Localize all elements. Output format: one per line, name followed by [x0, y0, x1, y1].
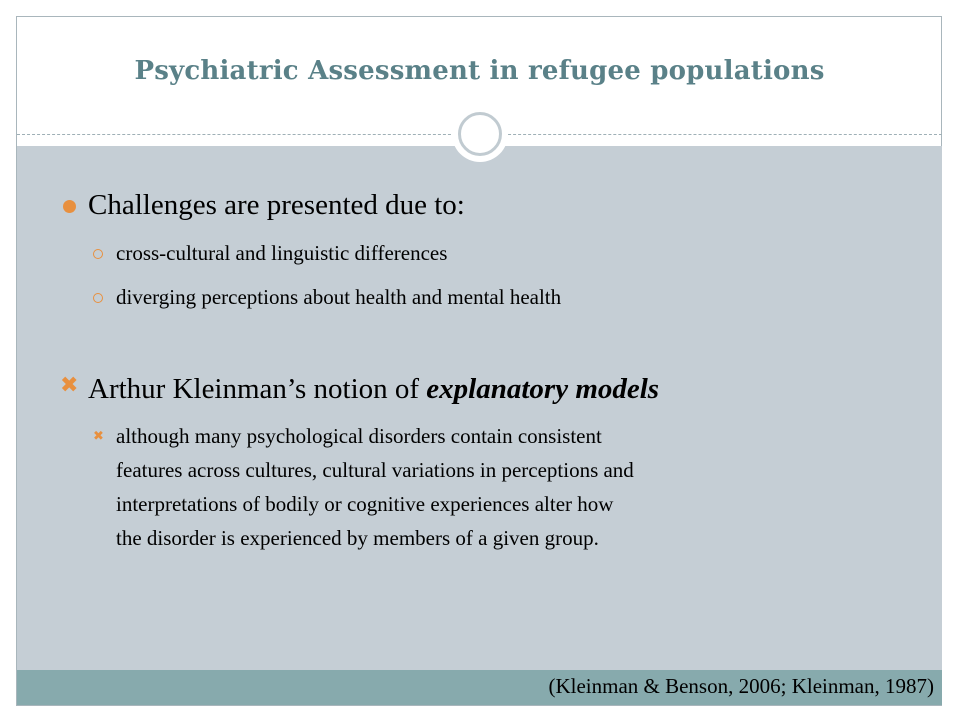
bullet-kleinman	[88, 373, 659, 406]
hollow-circle-icon	[93, 249, 103, 259]
explanatory-models-emphasis: explanatory models	[426, 373, 660, 405]
divider-circle-icon	[452, 106, 508, 162]
detail-line: interpretations of bodily or cognitive experiences alter how	[116, 492, 614, 516]
sub-bullet-perceptions: diverging perceptions about health and mental health	[116, 285, 562, 309]
hollow-circle-icon	[93, 293, 103, 303]
content-panel	[17, 146, 942, 670]
slide-title: Psychiatric Assessment in refugee populations	[134, 56, 825, 86]
bullet-challenges: Challenges are presented due to:	[88, 189, 465, 221]
detail-line: although many psychological disorders contain consistent	[116, 424, 602, 448]
citation: (Kleinman & Benson, 2006; Kleinman, 1987)	[548, 674, 934, 698]
detail-line: features across cultures, cultural variations in perceptions and	[116, 458, 634, 482]
bullet-kleinman-text: Arthur Kleinman’s notion of	[88, 373, 427, 405]
x-mark-icon: ✖	[60, 373, 79, 398]
detail-line: the disorder is experienced by members of a given group.	[116, 526, 599, 550]
filled-circle-icon	[63, 200, 76, 213]
sub-bullet-cross-cultural: cross-cultural and linguistic differences	[116, 241, 448, 265]
x-mark-icon: ✖	[93, 429, 104, 444]
